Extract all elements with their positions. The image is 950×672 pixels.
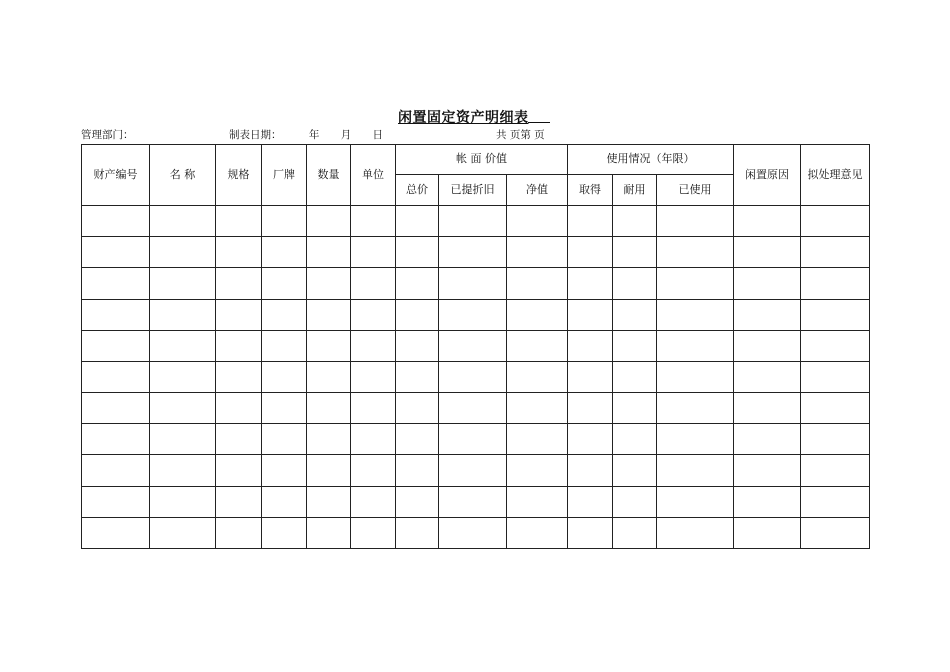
table-cell[interactable] [307,330,351,361]
table-row [82,517,870,548]
col-spec: 规格 [216,145,262,206]
table-cell[interactable] [307,268,351,299]
table-row [82,455,870,486]
table-cell[interactable] [82,393,150,424]
date-field [229,127,391,142]
col-unit: 单位 [351,145,396,206]
table-cell[interactable] [150,330,216,361]
table-row [82,299,870,330]
table-cell[interactable] [801,268,870,299]
date-label: 制表日期： [229,129,282,141]
table-cell[interactable] [396,237,439,268]
table-cell[interactable] [351,206,396,237]
table-cell[interactable] [262,393,307,424]
table-cell[interactable] [216,237,262,268]
table-cell[interactable] [613,299,657,330]
table-row [82,486,870,517]
table-cell[interactable] [734,361,801,392]
col-maker: 厂牌 [262,145,307,206]
table-cell[interactable] [351,330,396,361]
col-usage: 使用情况（年限） [568,145,734,175]
table-cell[interactable] [734,455,801,486]
col-durable: 耐用 [613,175,657,206]
table-cell[interactable] [568,268,613,299]
table-cell[interactable] [613,486,657,517]
col-qty: 数量 [307,145,351,206]
year-label: 年 [308,129,320,141]
table-cell[interactable] [507,237,568,268]
table-cell[interactable] [568,206,613,237]
table-cell[interactable] [801,206,870,237]
table-cell[interactable] [262,268,307,299]
table-cell[interactable] [734,393,801,424]
table-cell[interactable] [439,517,507,548]
table-cell[interactable] [568,330,613,361]
table-cell[interactable] [568,237,613,268]
table-cell[interactable] [657,299,734,330]
table-cell[interactable] [307,299,351,330]
table-cell[interactable] [439,486,507,517]
table-cell[interactable] [734,237,801,268]
table-cell[interactable] [507,455,568,486]
table-cell[interactable] [507,299,568,330]
table-cell[interactable] [801,424,870,455]
table-cell[interactable] [307,486,351,517]
table-cell[interactable] [734,206,801,237]
table-cell[interactable] [262,424,307,455]
table-cell[interactable] [801,486,870,517]
table-cell[interactable] [613,361,657,392]
table-cell[interactable] [351,237,396,268]
table-cell[interactable] [216,268,262,299]
table-cell[interactable] [396,486,439,517]
table-cell[interactable] [396,268,439,299]
table-cell[interactable] [216,361,262,392]
table-cell[interactable] [262,486,307,517]
table-cell[interactable] [439,268,507,299]
table-cell[interactable] [82,206,150,237]
table-cell[interactable] [801,361,870,392]
table-cell[interactable] [613,393,657,424]
table-cell[interactable] [150,393,216,424]
col-acquired: 取得 [568,175,613,206]
table-cell[interactable] [150,486,216,517]
table-cell[interactable] [82,268,150,299]
table-cell[interactable] [307,393,351,424]
table-cell[interactable] [507,517,568,548]
table-cell[interactable] [150,299,216,330]
table-cell[interactable] [82,517,150,548]
table-cell[interactable] [657,424,734,455]
table-cell[interactable] [734,517,801,548]
table-cell[interactable] [216,299,262,330]
table-cell[interactable] [351,517,396,548]
table-cell[interactable] [507,393,568,424]
table-row [82,330,870,361]
table-cell[interactable] [150,455,216,486]
table-cell[interactable] [396,424,439,455]
table-cell[interactable] [439,393,507,424]
table-row [82,268,870,299]
table-cell[interactable] [216,517,262,548]
table-cell[interactable] [150,361,216,392]
table-cell[interactable] [613,424,657,455]
table-cell[interactable] [150,206,216,237]
table-cell[interactable] [507,424,568,455]
table-cell[interactable] [801,393,870,424]
table-cell[interactable] [734,486,801,517]
col-book-value: 帐 面 价值 [396,145,568,175]
table-cell[interactable] [801,455,870,486]
table-cell[interactable] [613,330,657,361]
table-cell[interactable] [439,206,507,237]
table-cell[interactable] [439,361,507,392]
table-cell[interactable] [801,237,870,268]
table-row [82,237,870,268]
table-cell[interactable] [216,393,262,424]
table-cell[interactable] [262,299,307,330]
table-cell[interactable] [568,517,613,548]
table-cell[interactable] [568,361,613,392]
table-cell[interactable] [801,517,870,548]
table-cell[interactable] [150,237,216,268]
table-cell[interactable] [216,455,262,486]
table-cell[interactable] [82,361,150,392]
table-cell[interactable] [613,268,657,299]
table-cell[interactable] [657,361,734,392]
col-used: 已使用 [657,175,734,206]
table-cell[interactable] [568,393,613,424]
table-cell[interactable] [307,517,351,548]
table-cell[interactable] [216,330,262,361]
col-total-price: 总价 [396,175,439,206]
table-cell[interactable] [351,486,396,517]
table-cell[interactable] [507,361,568,392]
table-cell[interactable] [507,206,568,237]
table-cell[interactable] [82,486,150,517]
table-cell[interactable] [262,517,307,548]
table-cell[interactable] [351,455,396,486]
table-cell[interactable] [262,361,307,392]
table-cell[interactable] [613,517,657,548]
table-cell[interactable] [657,237,734,268]
table-cell[interactable] [307,424,351,455]
table-cell[interactable] [507,268,568,299]
table-cell[interactable] [657,486,734,517]
table-cell[interactable] [351,361,396,392]
table-cell[interactable] [734,330,801,361]
table-cell[interactable] [568,486,613,517]
table-cell[interactable] [657,517,734,548]
department-label: 管理部门： [81,129,134,141]
table-cell[interactable] [396,299,439,330]
table-cell[interactable] [568,299,613,330]
table-cell[interactable] [439,424,507,455]
table-cell[interactable] [307,361,351,392]
table-cell[interactable] [396,517,439,548]
table-cell[interactable] [439,299,507,330]
table-cell[interactable] [351,424,396,455]
table-cell[interactable] [507,330,568,361]
table-cell[interactable] [82,330,150,361]
table-cell[interactable] [396,330,439,361]
table-cell[interactable] [307,455,351,486]
table-cell[interactable] [507,486,568,517]
table-cell[interactable] [568,424,613,455]
table-cell[interactable] [216,206,262,237]
table-row [82,206,870,237]
table-cell[interactable] [439,330,507,361]
table-cell[interactable] [396,361,439,392]
table-cell[interactable] [262,330,307,361]
table-cell[interactable] [613,206,657,237]
table-cell[interactable] [150,268,216,299]
table-cell[interactable] [82,455,150,486]
table-cell[interactable] [216,424,262,455]
table-cell[interactable] [82,424,150,455]
table-cell[interactable] [568,455,613,486]
table-cell[interactable] [613,455,657,486]
table-cell[interactable] [613,237,657,268]
table-cell[interactable] [439,237,507,268]
table-cell[interactable] [801,299,870,330]
table-cell[interactable] [351,393,396,424]
page-title: 闲置固定资产明细表 [398,110,529,126]
table-body [82,206,870,549]
table-cell[interactable] [657,455,734,486]
col-idle-reason: 闲置原因 [734,145,801,206]
table-cell[interactable] [351,268,396,299]
day-label: 日 [372,129,384,141]
table-row [82,393,870,424]
table-cell[interactable] [657,393,734,424]
page-count-label: 共 页第 页 [496,129,545,141]
table-cell[interactable] [82,237,150,268]
table-cell[interactable] [439,455,507,486]
col-depreciation: 已提折旧 [439,175,507,206]
table-cell[interactable] [396,393,439,424]
table-cell[interactable] [396,455,439,486]
table-cell[interactable] [262,206,307,237]
table-cell[interactable] [396,206,439,237]
table-cell[interactable] [262,455,307,486]
table-cell[interactable] [262,237,307,268]
month-label: 月 [340,129,352,141]
table-cell[interactable] [307,206,351,237]
asset-table [81,144,870,549]
table-cell[interactable] [734,268,801,299]
table-cell[interactable] [82,299,150,330]
table-cell[interactable] [657,206,734,237]
table-cell[interactable] [734,299,801,330]
table-cell[interactable] [216,486,262,517]
table-cell[interactable] [657,268,734,299]
table-cell[interactable] [657,330,734,361]
table-cell[interactable] [150,517,216,548]
col-net-value: 净值 [507,175,568,206]
table-row [82,361,870,392]
table-cell[interactable] [150,424,216,455]
table-cell[interactable] [351,299,396,330]
col-name: 名 称 [150,145,216,206]
table-cell[interactable] [801,330,870,361]
table-cell[interactable] [734,424,801,455]
col-asset-no: 财产编号 [82,145,150,206]
table-row [82,424,870,455]
col-proposal: 拟处理意见 [801,145,870,206]
table-cell[interactable] [307,237,351,268]
title-underline [528,122,550,123]
